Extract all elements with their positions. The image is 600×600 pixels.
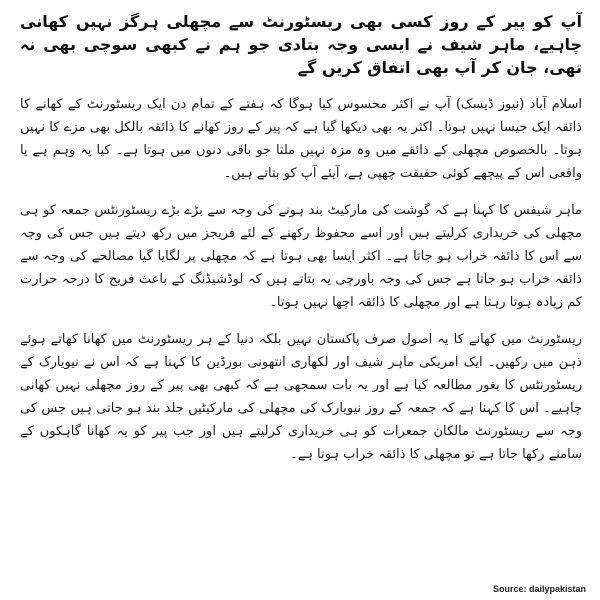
article-headline: آپ کو پیر کے روز کسی بھی ریسٹورنٹ سے مچھلی ہرگز نہیں کھانی چاہیے، ماہر شیف نے ایسی وجہ بتادی جو ہم نے کبھی سوچی بھی نہ تھی، جان کر آپ بھی اتفاق کریں گے	[20, 12, 582, 77]
source-credit: Source: dailypakistan	[492, 584, 586, 594]
article-paragraph: ریسٹورنٹ میں کھانے کا یہ اصول صرف پاکستان نہیں بلکہ دنیا کے ہر ریسٹورنٹ میں کھانا کھاتے ہوئے ذہن میں رکھیں۔ ایک امریکی ماہر شیف اور لکھاری انتھونی بورڈین کا کہنا ہے کہ اس نے نیویارک کے ریسٹورنٹس کا بغور مطالعہ کیا ہے اور یہ بات سمجھی ہے کہ کبھی بھی پیر کے روز مچھلی نہیں کھانی چاہیے۔ اس کا کہنا ہے کہ جمعہ کے روز نیویارک کی مچھلی کی مارکیٹیں جلد بند ہو جاتی ہیں جس کی وجہ سے ریسٹورنٹ مالکان جمعرات کو ہی خریداری کرلیتے ہیں اور جب پیر کو یہ کھانا گاہکوں کے سامنے رکھا جاتا ہے تو مچھلی کا ذائقہ خراب ہوتا ہے۔	[20, 332, 582, 462]
article-paragraph: ماہر شیفس کا کہنا ہے کہ گوشت کی مارکیٹ بند ہونے کی وجہ سے بڑے بڑے ریسٹورنٹس جمعہ کو ہی مچھلی کی خریداری کرلیتے ہیں اور اسے محفوظ رکھنے کے لئے فریجز میں رکھ دیتے ہیں جس کی وجہ سے اس کا ذائقہ خراب ہو جاتا ہے۔ اکثر ایسا بھی ہوتا ہے کہ مچھلی پر لگایا گیا مصالحے کی وجہ سے ذائقہ خراب ہو جاتا ہے جس کی وجہ باورچی یہ بتاتے ہیں کہ لوڈشیڈنگ کے باعث فریج کا درجہ حرارت کم زیادہ ہوتا رہتا ہے اور مچھلی کا ذائقہ اچھا نہیں ہوتا۔	[20, 203, 582, 310]
article	[20, 10, 582, 480]
article-paragraph: اسلام آباد (نیوز ڈیسک) آپ نے اکثر محسوس کیا ہوگا کہ ہفتے کے تمام دن ایک ریسٹورنٹ کے کھانے کا ذائقہ ایک جیسا نہیں ہوتا۔ اکثر یہ بھی دیکھا گیا ہے کہ پیر کے روز کھانے کا ذائقہ بالکل بھی مزے کا نہیں ہوتا۔ بالخصوص مچھلی کے ذائقے میں وہ مزہ نہیں ملتا جو باقی دنوں میں ہوتا ہے۔ کیا یہ وہم ہے یا واقعی اس کے پیچھے کوئی حقیقت چھپی ہے، آیئے آپ کو بتاتے ہیں۔	[20, 97, 582, 181]
